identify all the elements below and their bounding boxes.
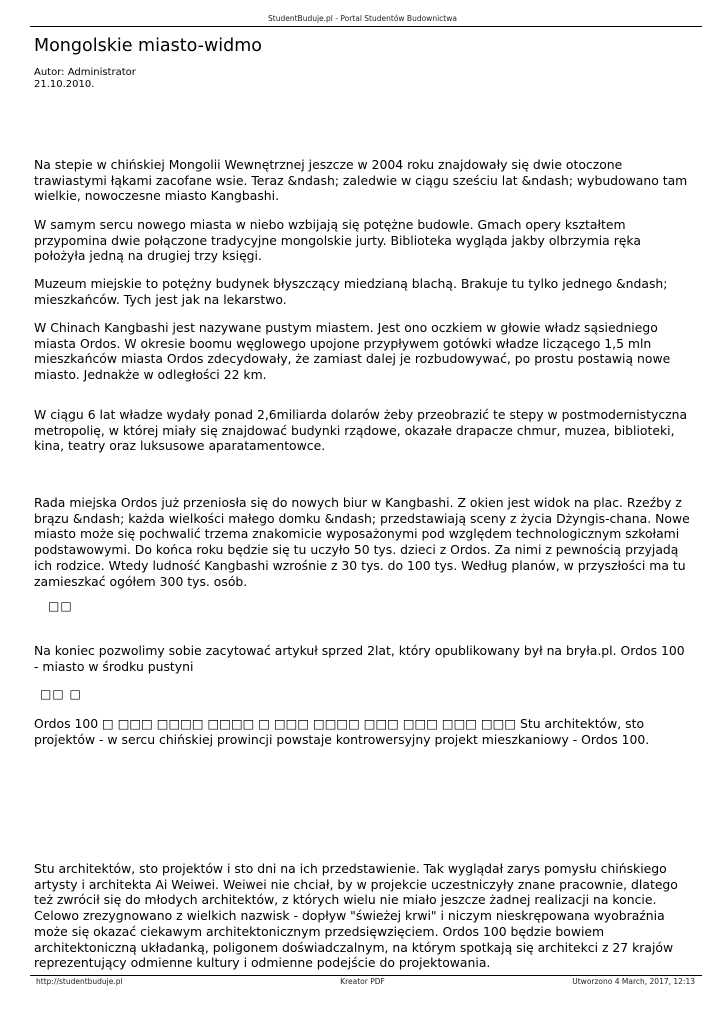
paragraph-8: Ordos 100 □ □□□ □□□□ □□□□ □ □□□ □□□□ □□□ □□□ □□□ □□□ Stu architektów, sto projektów - w sercu chińskiej prowincji powstaje kontrowersyjny projekt mieszkaniowy - Ordos 100. xyxy=(34,716,650,747)
paragraph-3: Muzeum miejskie to potężny budynek błyszczący miedzianą blachą. Brakuje tu tylko jednego &ndash; mieszkańców. Tych jest jak na lekarstwo. xyxy=(34,276,668,307)
article-meta xyxy=(34,67,136,91)
paragraph-6: Rada miejska Ordos już przeniosła się do nowych biur w Kangbashi. Z okien jest widok na plac. Rzeźby z brązu &ndash; każda wielkości małego domku &ndash; przedstawiają sceny z życia Dżyngis-chana. Nowe miasto może się pochwalić trzema znakomicie wyposażonymi pod względem technologicznym szkołami podstawowymi. Do końca roku będzie się tu uczyło 50 tys. dzieci z Ordos. Za nimi z pewnością przyjadą ich rodzice. Wtedy ludność Kangbashi wzrośnie z 30 tys. do 100 tys. Według planów, w przyszłości ma tu zamieszkać ogółem 300 tys. osób. xyxy=(34,495,690,589)
article-author: Autor: Administrator xyxy=(34,67,136,78)
missing-glyphs-2: □□ □ xyxy=(40,687,82,701)
paragraph-9: Stu architektów, sto projektów i sto dni na ich przedstawienie. Tak wyglądał zarys pomysłu chińskiego artysty i architekta Ai Weiwei. Weiwei nie chciał, by w projekcie uczestniczyły znane pracownie, dlatego też zwrócił się do młodych architektów, z których wielu nie miało jeszcze żadnej realizacji na koncie. Celowo zrezygnowano z wielkich nazwisk - dopływ "świeżej krwi" i niczym nieskrępowana wyobraźnia może się okazać ciekawym architektonicznym przedsięwzięciem. Ordos 100 będzie bowiem architektoniczną układanką, poligonem doświadczalnym, na którym spotkają się architekci z 27 krajów reprezentujący odmienne kultury i odmienne podejście do projektowania. xyxy=(34,861,678,971)
footer-creator: Kreator PDF xyxy=(340,977,385,986)
page-header-site: StudentBuduje.pl - Portal Studentów Budownictwa xyxy=(268,14,457,23)
header-rule xyxy=(30,26,702,27)
footer-url: http://studentbuduje.pl xyxy=(36,977,123,986)
paragraph-1: Na stepie w chińskiej Mongolii Wewnętrznej jeszcze w 2004 roku znajdowały się dwie otoczone trawiastymi łąkami zacofane wsie. Teraz &ndash; zaledwie w ciągu sześciu lat &ndash; wybudowano tam wielkie, nowoczesne miasto Kangbashi. xyxy=(34,157,688,204)
footer-rule xyxy=(30,975,702,976)
paragraph-7: Na koniec pozwolimy sobie zacytować artykuł sprzed 2lat, który opublikowany był na bryła.pl. Ordos 100 - miasto w środku pustyni xyxy=(34,643,685,674)
missing-glyphs-1: □□ xyxy=(48,599,73,613)
footer-created: Utworzono 4 March, 2017, 12:13 xyxy=(572,977,695,986)
paragraph-5: W ciągu 6 lat władze wydały ponad 2,6miliarda dolarów żeby przeobrazić te stepy w postmodernistyczna metropolię, w której miały się znajdować budynki rządowe, okazałe drapacze chmur, muzea, biblioteki, kina, teatry oraz luksusowe aparatamentowce. xyxy=(34,407,688,454)
article-title: Mongolskie miasto-widmo xyxy=(34,36,263,56)
paragraph-2: W samym sercu nowego miasta w niebo wzbijają się potężne budowle. Gmach opery kształtem przypomina dwie połączone tradycyjne mongolskie jurty. Biblioteka wygląda jakby olbrzymia ręka położyła jedną na drugiej trzy księgi. xyxy=(34,217,641,264)
article-date: 21.10.2010. xyxy=(34,79,95,90)
paragraph-4: W Chinach Kangbashi jest nazywane pustym miastem. Jest ono oczkiem w głowie władz sąsiedniego miasta Ordos. W okresie boomu węglowego upojone przypływem gotówki władze liczącego 1,5 mln mieszkańców miasta Ordos zdecydowały, że zamiast dalej je rozbudowywać, po prostu postawią nowe miasto. Jednakże w odległości 22 km. xyxy=(34,320,671,383)
